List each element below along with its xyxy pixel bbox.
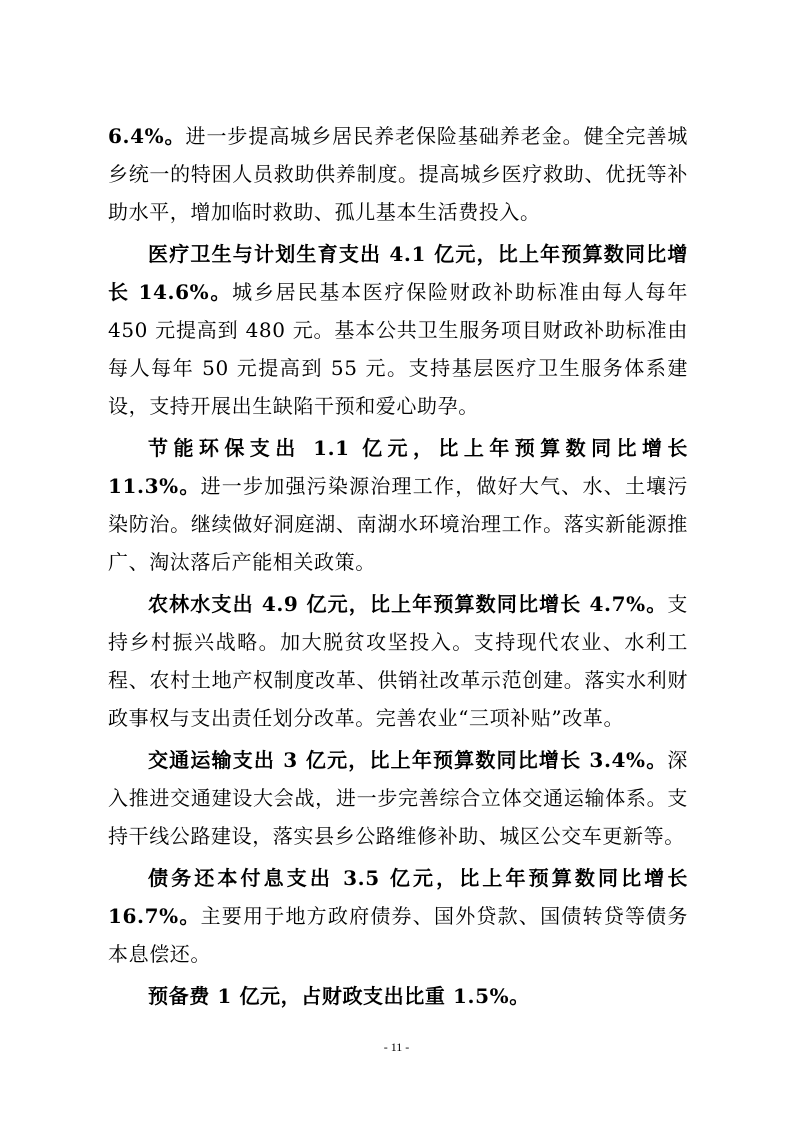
paragraph-text: 支持乡村振兴战略。加大脱贫攻坚投入。支持现代农业、水利工程、农村土地产权制度改革、供销社改革示范创建。落实水利财政事权与支出责任划分改革。完善农业“三项补贴”改革。 (108, 592, 688, 730)
paragraph-text: 城乡居民基本医疗保险财政补助标准由每人每年 450 元提高到 480 元。基本公共卫生服务项目财政补助标准由每人每年 50 元提高到 55 元。支持基层医疗卫生服务体系建设，支持开展出生缺陷干预和爱心助孕。 (108, 280, 688, 418)
paragraph-text: 主要用于地方政府债券、国外贷款、国债转贷等债务本息偿还。 (108, 904, 688, 966)
paragraph-text: 进一步提高城乡居民养老保险基础养老金。健全完善城乡统一的特困人员救助供养制度。提高城乡医疗救助、优抚等补助水平，增加临时救助、孤儿基本生活费投入。 (108, 124, 688, 224)
paragraph-text: 进一步加强污染源治理工作，做好大气、水、土壤污染防治。继续做好洞庭湖、南湖水环境治理工作。落实新能源推广、淘汰落后产能相关政策。 (108, 474, 688, 574)
paragraph-reserve (108, 977, 688, 1015)
paragraph-text: 深入推进交通建设大会战，进一步完善综合立体交通运输体系。支持干线公路建设，落实县乡公路维修补助、城区公交车更新等。 (108, 748, 688, 848)
paragraph-social-security-continued (108, 117, 688, 231)
paragraph-lead: 节能环保支出 1.1 亿元，比上年预算数同比增长 11.3%。 (108, 436, 688, 498)
text-body (108, 117, 688, 1019)
page-number: - 11 - (383, 1040, 410, 1054)
paragraph-bold-start: 6.4%。 (108, 124, 186, 148)
paragraph-transport (108, 741, 688, 855)
paragraph-healthcare (108, 235, 688, 425)
paragraph-environment (108, 429, 688, 581)
paragraph-lead: 农林水支出 4.9 亿元，比上年预算数同比增长 4.7%。 (148, 592, 668, 616)
paragraph-lead: 交通运输支出 3 亿元，比上年预算数同比增长 3.4%。 (148, 748, 668, 772)
paragraph-lead: 债务还本付息支出 3.5 亿元，比上年预算数同比增长 16.7%。 (108, 866, 688, 928)
paragraph-lead: 医疗卫生与计划生育支出 4.1 亿元，比上年预算数同比增长 14.6%。 (108, 242, 688, 304)
paragraph-lead: 预备费 1 亿元，占财政支出比重 1.5%。 (148, 984, 530, 1008)
paragraph-debt (108, 859, 688, 973)
paragraph-agriculture (108, 585, 688, 737)
